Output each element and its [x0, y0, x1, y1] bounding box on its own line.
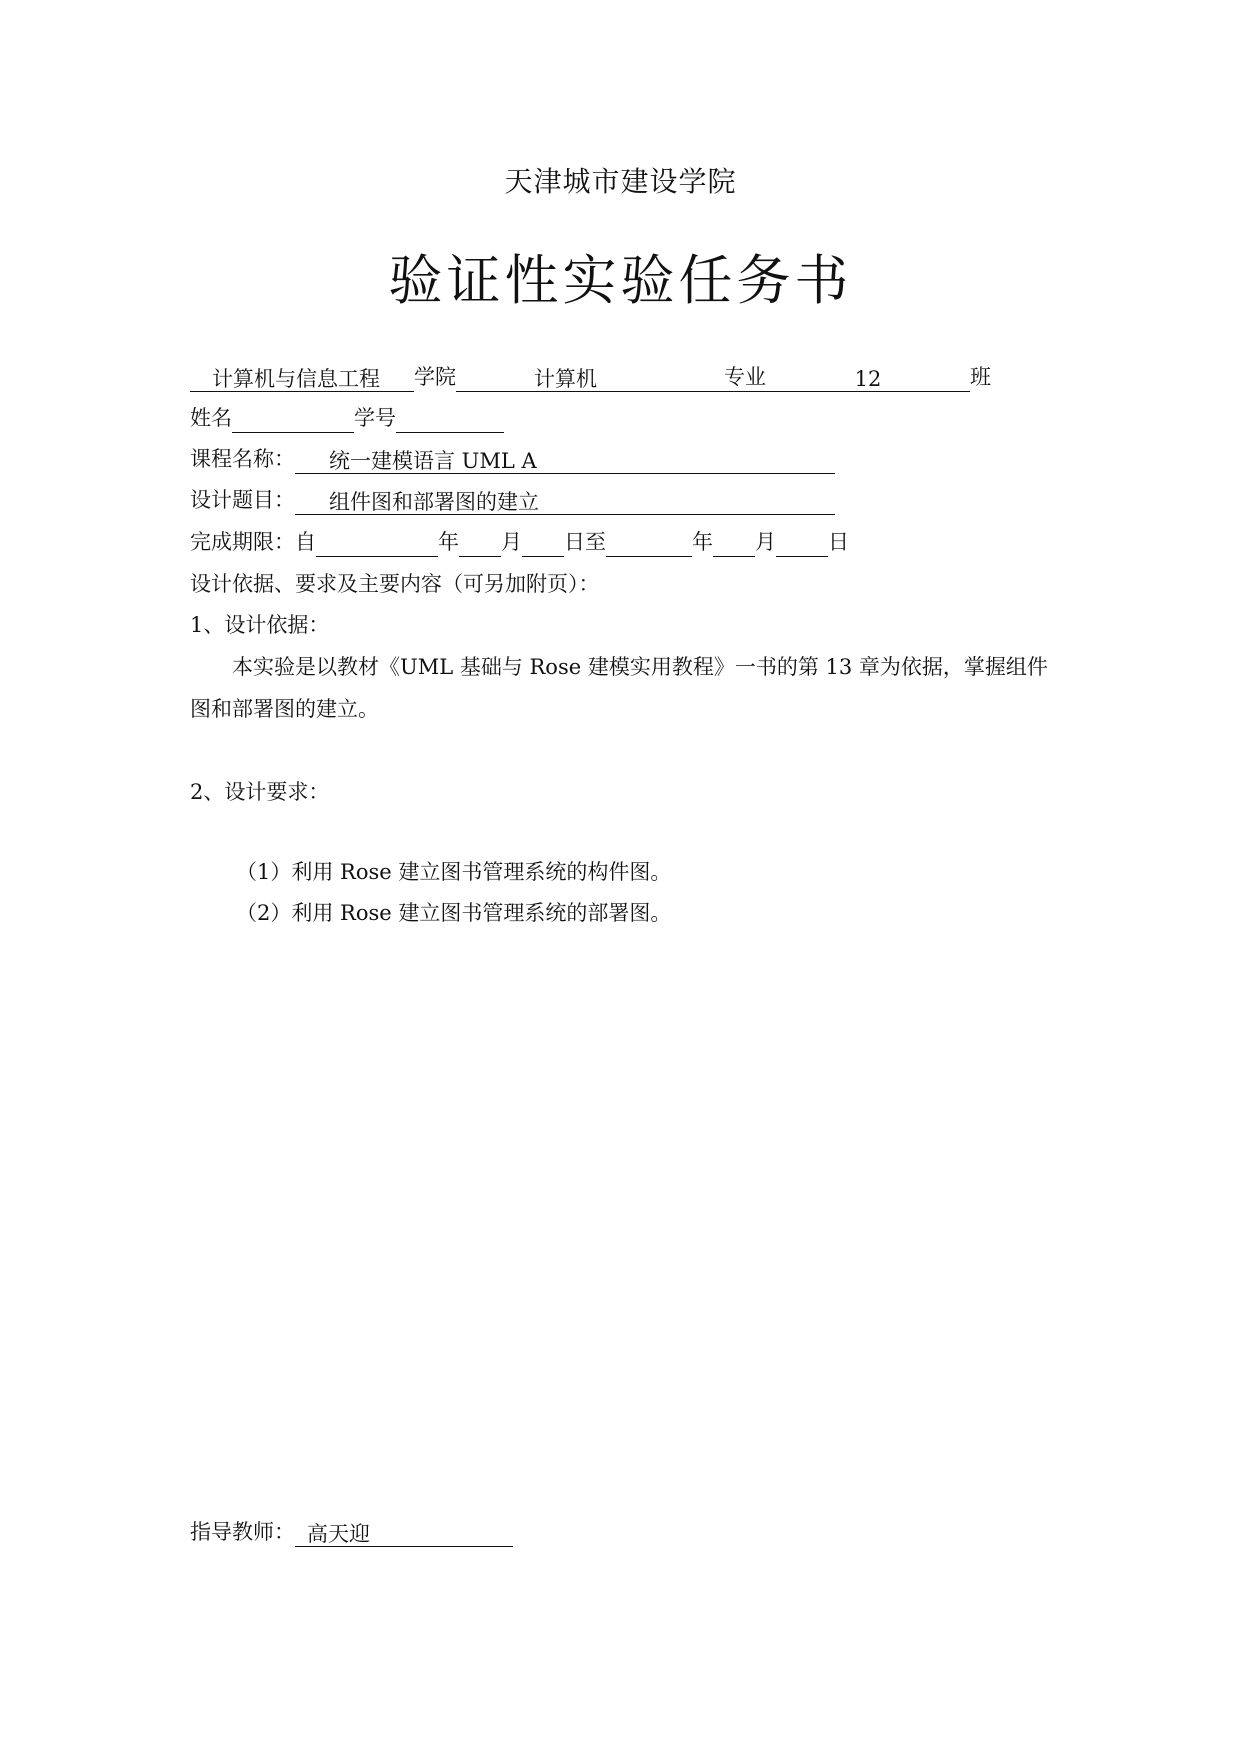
class-label: 班 [970, 365, 991, 389]
end-month-label: 月 [755, 530, 776, 554]
end-year-field [606, 556, 692, 557]
student-id-field [396, 432, 504, 433]
start-month-field [459, 556, 501, 557]
school-name: 天津城市建设学院 [504, 165, 737, 198]
instructor-label: 指导教师： [190, 1520, 295, 1544]
major-class-line [724, 362, 991, 392]
name-id-line [190, 403, 504, 433]
topic-field: 组件图和部署图的建立 [295, 490, 835, 515]
student-id-label: 学号 [354, 406, 396, 430]
topic-label: 设计题目： [190, 488, 295, 512]
end-year-label: 年 [692, 530, 713, 554]
period-label: 完成期限：自 [190, 530, 316, 554]
course-label: 课程名称： [190, 447, 295, 471]
start-day-label: 日至 [564, 530, 606, 554]
content-heading: 设计依据、要求及主要内容（可另加附页）： [190, 572, 600, 596]
class-field: 12 [766, 367, 970, 392]
end-day-field [776, 556, 828, 557]
end-month-field [713, 556, 755, 557]
course-field: 统一建模语言 UML A [295, 449, 835, 474]
topic-line [190, 485, 835, 515]
start-month-label: 月 [501, 530, 522, 554]
start-year-field [316, 556, 438, 557]
start-year-label: 年 [438, 530, 459, 554]
requirement-item-2: （2）利用 Rose 建立图书管理系统的部署图。 [236, 901, 672, 925]
instructor-field: 高天迎 [295, 1522, 513, 1547]
requirement-item-1: （1）利用 Rose 建立图书管理系统的构件图。 [236, 860, 672, 884]
document-title: 验证性实验任务书 [388, 249, 853, 312]
college-field: 计算机与信息工程 [190, 367, 414, 392]
instructor-line [190, 1517, 513, 1547]
name-field [232, 432, 354, 433]
name-label: 姓名 [190, 406, 232, 430]
period-line [190, 527, 849, 557]
course-line [190, 444, 835, 474]
section1-body: 本实验是以教材《UML 基础与 Rose 建模实用教程》一书的第 13 章为依据，掌握组件图和部署图的建立。 [190, 655, 1048, 721]
end-day-label: 日 [828, 530, 849, 554]
major-value: 计算机 [534, 367, 597, 391]
section2-heading: 2、设计要求： [190, 780, 330, 804]
college-label: 学院 [414, 365, 456, 389]
section1-heading: 1、设计依据： [190, 613, 330, 637]
start-day-field [522, 556, 564, 557]
major-label: 专业 [724, 365, 766, 389]
